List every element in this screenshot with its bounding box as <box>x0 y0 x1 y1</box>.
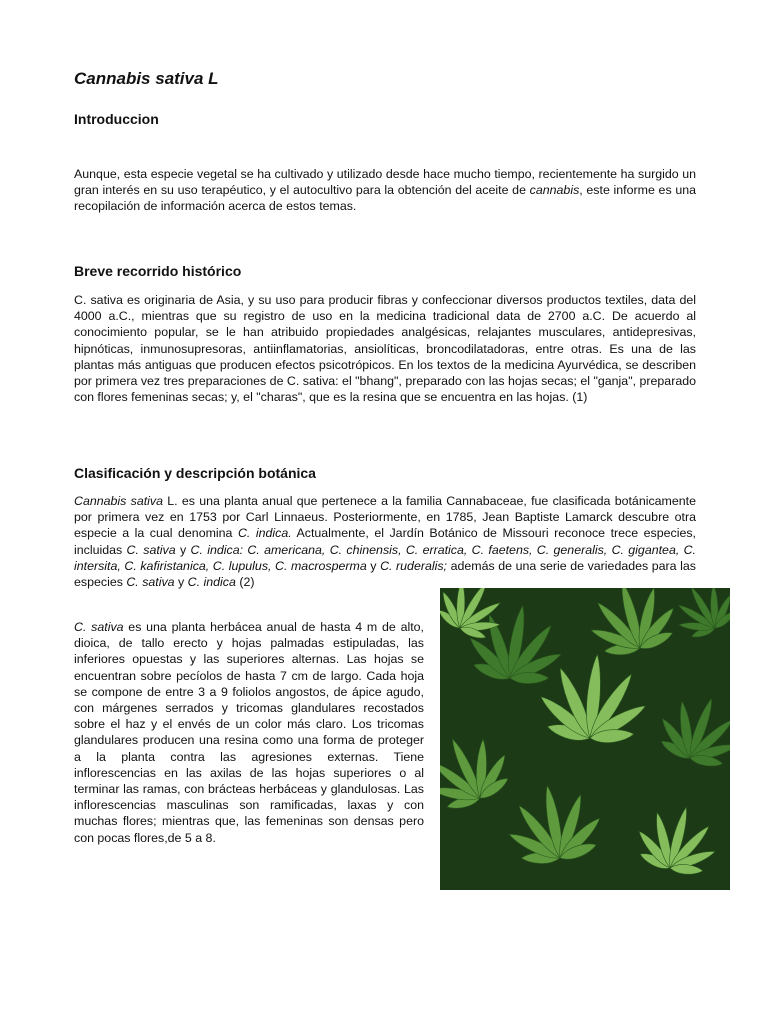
paragraph-recorrido-historico: C. sativa es originaria de Asia, y su uso para producir fibras y confeccionar diversos productos textiles, data del 4000 a.C., mientras que su registro de uso en la medicina tradicional data de 2700 a.C. De acuerdo al conocimiento popular, se le han atribuido propiedades analgésicas, relajantes musculares, antidepresivas, hipnóticas, inmunosupresoras, antiinflamatorias, ansiolíticas, broncodilatadoras, entre otras. Es una de las plantas más antiguas que producen efectos psicotrópicos. En los textos de la medicina Ayurvédica, se describen por primera vez tres preparaciones de C. sativa: el "bhang", preparado con las hojas secas; el "ganja", preparado con flores femeninas secas; y, el "charas", que es la resina que se encuentra en las hojas. (1) <box>74 293 696 405</box>
heading-recorrido-historico: Breve recorrido histórico <box>74 263 242 279</box>
text-run: L. es una planta anual que pertenece a la familia Cannabaceae, fue clasificada botánicamente por primera vez en 1753 por Carl Linnaeus. Posteriormente, en 1785, Jean Baptiste Lamarck descubre otra especie a la cual denomina <box>74 494 696 541</box>
text-run: Aunque, esta especie vegetal se ha cultivado y utilizado desde hace mucho tiempo, recientemente ha surgido un gran interés en su uso terapéutico, y el autocultivo para la obtención del aceite de <box>74 167 696 198</box>
paragraph-descripcion <box>74 619 424 846</box>
italic-run: C. sativa <box>126 575 175 590</box>
text-run: , este informe es una recopilación de información acerca de estos temas. <box>74 183 697 214</box>
heading-introduccion: Introduccion <box>74 111 159 127</box>
text-run: y <box>366 558 381 573</box>
paragraph-introduccion <box>74 166 696 215</box>
text-run: es una planta herbácea anual de hasta 4 m de alto, dioica, de tallo erecto y hojas palmadas estipuladas, las inferiores opuestas y las superiores alternas. Las hojas se encuentran sobre pecíolos de hasta 7 cm de largo. Cada hoja se compone de entre 3 a 9 foliolos angostos, de ápice agudo, con márgenes serrados y tricomas glandulares recostados sobre el haz y el envés de un color más claro. Los tricomas glandulares producen una resina como una forma de proteger a la planta contra las agresiones externas. Tiene inflorescencias en las axilas de las hojas superiores o al terminar las ramas, con brácteas herbáceas y glandulosas. Las inflorescencias masculinas son ramificadas, laxas y con muchas flores; mientras que, las femeninas son densas pero con pocas flores,de 5 a 8. <box>74 620 424 845</box>
italic-run: C. indica. <box>237 526 292 541</box>
italic-run: C. indica <box>187 575 236 590</box>
text-run: además de una serie de variedades para las especies <box>74 558 696 590</box>
italic-run: C. sativa <box>126 542 176 557</box>
text-run: Actualmente, el Jardín Botánico de Missouri reconoce trece especies, incluidas <box>74 526 696 557</box>
text-run: (2) <box>235 575 255 590</box>
cannabis-leaves-photo <box>440 588 730 890</box>
italic-run: Cannabis sativa <box>74 494 163 508</box>
italic-run: C. indica: C. americana, C. chinensis, C. erratica, C. faetens, C. generalis, C. gigantea, C. intersita, C. kafiristanica, C. lupulus, C. macrosperma <box>74 542 696 573</box>
italic-run: cannabis <box>529 183 580 198</box>
text-run: y <box>175 542 191 557</box>
text-run: y <box>174 575 188 590</box>
document-title: Cannabis sativa L <box>74 69 219 88</box>
italic-run: C. ruderalis; <box>380 558 447 573</box>
italic-run: C. sativa <box>74 620 124 634</box>
paragraph-clasificacion <box>74 493 696 590</box>
cannabis-leaves-illustration <box>440 588 730 890</box>
heading-clasificacion: Clasificación y descripción botánica <box>74 465 316 481</box>
